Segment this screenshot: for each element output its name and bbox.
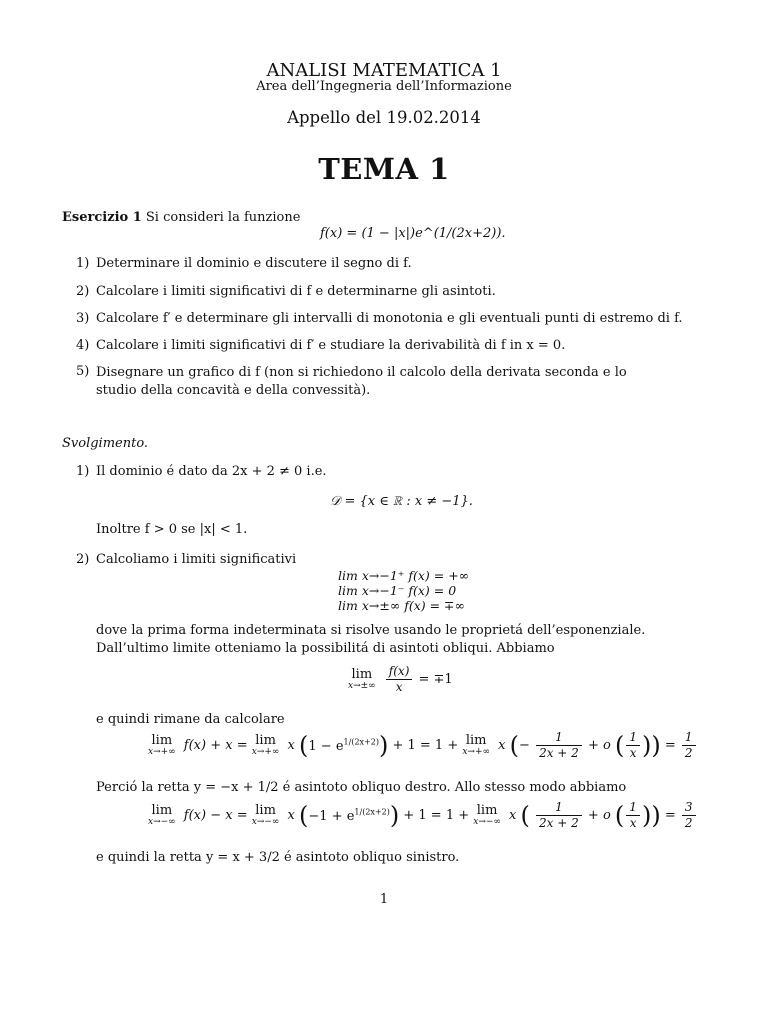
task-text: Calcolare i limiti significativi di f e determinarne gli asintoti.: [96, 284, 496, 299]
solution-number: 1): [76, 464, 90, 479]
sign-text: Inoltre f > 0 se |x| < 1.: [96, 522, 248, 537]
task-number: 4): [76, 338, 90, 353]
limit-line: lim x→−1⁺ f(x) = +∞: [338, 568, 470, 583]
task-number: 5): [76, 364, 90, 379]
solution-number: 2): [76, 552, 90, 567]
exam-date: Appello del 19.02.2014: [287, 108, 481, 127]
paragraph: dove la prima forma indeterminata si risolve usando le proprietá dell’esponenziale. Dall’ultimo limite otteniamo la possibilitá di asintoti obliqui. Abbiamo: [96, 623, 646, 656]
function-definition: f(x) = (1 − |x|)e^(1/(2x+2)).: [320, 226, 506, 241]
task-text: Calcolare i limiti significativi di f′ e studiare la derivabilità di f in x = 0.: [96, 338, 566, 353]
task-number: 2): [76, 284, 90, 299]
paragraph: e quindi la retta y = x + 3/2 é asintoto obliquo sinistro.: [96, 850, 460, 865]
task-text: Calcolare f′ e determinare gli intervalli di monotonia e gli eventuali punti di estremo di f.: [96, 311, 683, 326]
exercise-intro: [62, 210, 300, 225]
right-intercept-formula: lim x→+∞ f(x) + x = lim x→+∞ x $(1 - e^{1/(2x+2)}) + 1 = 1$ + lim x→+∞ x (− $\frac{1}{2x + 2}$ + o ( $\frac{1}{x}$ )) = $\frac{1}{2}$: [148, 730, 698, 761]
paragraph: Perció la retta y = −x + 1/2 é asintoto obliquo destro. Allo stesso modo abbiamo: [96, 780, 627, 795]
solution-label: Svolgimento.: [62, 436, 149, 451]
task-number: 3): [76, 311, 90, 326]
limit-line: lim x→±∞ f(x) = ∓∞: [338, 598, 465, 613]
tema-heading: TEMA 1: [318, 152, 450, 186]
solution-text: Calcoliamo i limiti significativi: [96, 552, 297, 567]
limit-line: lim x→−1⁻ f(x) = 0: [338, 583, 457, 598]
domain-formula: 𝒟 = {x ∈ ℝ : x ≠ −1}.: [330, 494, 473, 509]
paragraph: e quindi rimane da calcolare: [96, 712, 285, 727]
exercise-intro-text: Si consideri la funzione: [145, 210, 301, 225]
oblique-slope-formula: lim x→±∞ $\frac{f(x)}{x}$ = ∓1: [348, 664, 453, 694]
document-title: ANALISI MATEMATICA 1: [266, 60, 502, 81]
task-text: Determinare il dominio e discutere il segno di f.: [96, 256, 412, 271]
task-text: Disegnare un grafico di f (non si richiedono il calcolo della derivata seconda e lo studio della concavità e della convessità).: [96, 365, 627, 398]
solution-text: Il dominio é dato da 2x + 2 ≠ 0 i.e.: [96, 464, 327, 479]
left-intercept-formula: lim x→−∞ f(x) − x = lim x→−∞ x $(-1 + e^{1/(2x+2)}) + 1 = 1$ + lim x→−∞ x ( $\frac{1}{2x + 2}$ + o ( $\frac{1}{x}$ )) = $\frac{3}{2}$: [148, 800, 698, 831]
exercise-label: Esercizio 1: [62, 210, 142, 225]
page-number: 1: [379, 892, 389, 907]
document-subtitle: Area dell’Ingegneria dell’Informazione: [256, 79, 512, 94]
task-number: 1): [76, 256, 90, 271]
